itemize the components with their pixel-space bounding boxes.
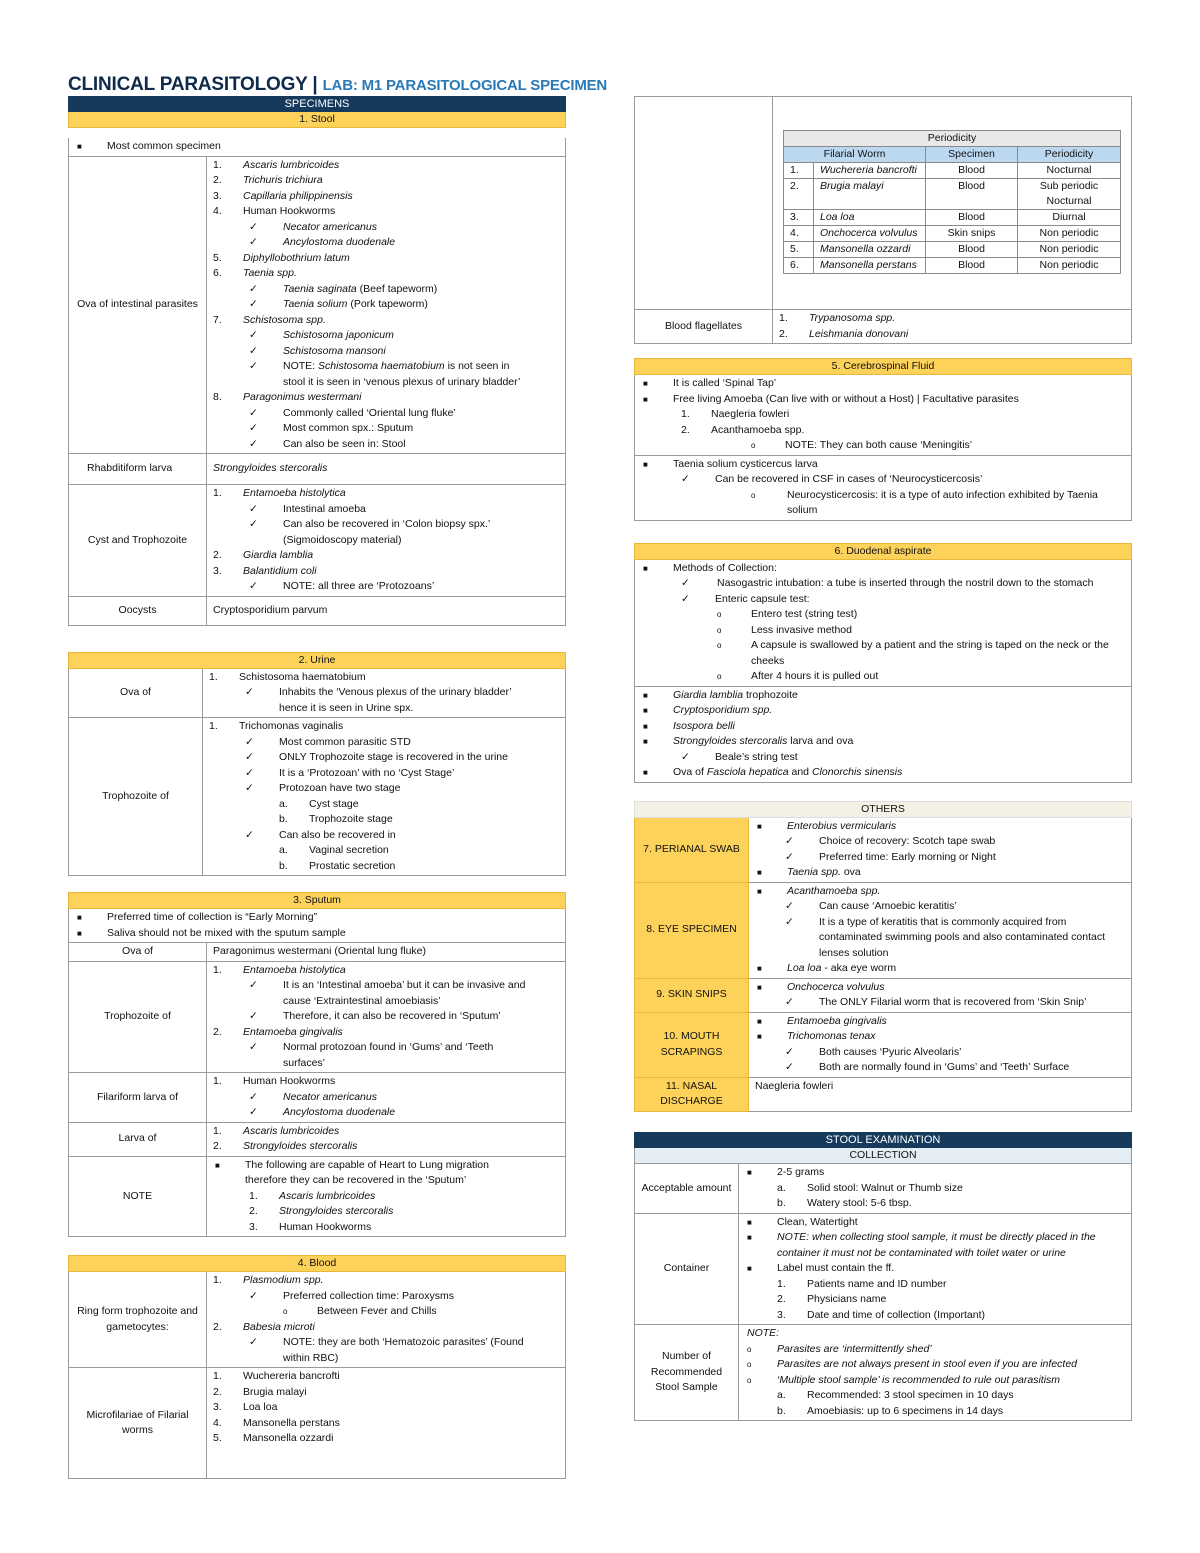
table-row: 1. Wuchereria bancrofti Blood Nocturnal bbox=[784, 163, 1121, 179]
right-column bbox=[634, 96, 1132, 1435]
table-row: 5. Mansonella ozzardi Blood Non periodic bbox=[784, 242, 1121, 258]
sputum-tropho-label: Trophozoite of bbox=[69, 961, 207, 1073]
csf-header: 5. Cerebrospinal Fluid bbox=[635, 359, 1132, 375]
sputum-bullet-2: Saliva should not be mixed with the sputum sample bbox=[107, 926, 346, 939]
collection-header: COLLECTION bbox=[635, 1147, 1132, 1164]
urine-ova-label: Ova of bbox=[69, 669, 203, 718]
cyst-trophozoite-list: 1. Entamoeba histolytica ✓ Intestinal amoeba ✓ Can also be recovered in ‘Colon biopsy spx.’ (Sigmoidoscopy material) 2. Giardia lamblia 3. Balantidium coli ✓ NOTE: all three are ‘Protozoans’ bbox=[207, 485, 566, 597]
ova-intestinal-list: 1. Ascaris lumbricoides 2. Trichuris trichiura 3. Capillaria philippinensis 4. Human Hookworms ✓ Necator americanus ✓ Ancylostoma duodenale 5. Diphyllobothrium latum 6. Taenia spp. ✓ Taenia saginata (Beef tapeworm) ✓ Taenia solium (Pork tapeworm) 7. Schistosoma spp. ✓ Schistosoma japonicum ✓ Schistosoma mansoni ✓ NOTE: Schistosoma haematobium is not seen in stool it is seen in ‘venous plexus of urinary bladder’ 8. Paragonimus westermani ✓ Commonly called ‘Oriental lung fluke’ ✓ Most common spx.: Sputum ✓ Can also be seen in: Stool bbox=[207, 157, 566, 454]
duodenal-header: 6. Duodenal aspirate bbox=[635, 543, 1132, 559]
others-header: OTHERS bbox=[635, 801, 1132, 817]
sputum-section: 3. Sputum ■ Preferred time of collection is “Early Morning” ■ Saliva should not be mixed with the sputum sample Ova of Paragonimus westermani (Oriental lung fluke) Trophozoite of 1. Entamoeba histolytica ✓ It is an ‘Intestinal amoeba’ but it can be invasive and cause ‘Extraintestinal amoebiasis’ ✓ Therefore, it can also be recovered in ‘Sputum’ 2. Entamoeba gingivalis ✓ Normal protozoan found in ‘Gums’ and ‘Teeth surfaces’ Filariform larva of 1. Human Hookworms ✓ Necator americanus ✓ Ancylostoma duodenale Larva of 1. Ascaris lumbricoides 2. Strongyloides stercoralis NOTE ■ The following are capable of Heart to Lung migration therefore they can be recovered in the ‘Sputum’ 1. Ascaris lumbricoides 2. Strongyloides stercoralis 3. Human Hookworms bbox=[68, 892, 566, 1237]
mouth-label: 10. MOUTH SCRAPINGS bbox=[635, 1012, 749, 1077]
rhabditiform-value: Strongyloides stercoralis bbox=[213, 462, 328, 475]
left-column bbox=[68, 96, 566, 1493]
others-section: OTHERS 7. PERIANAL SWAB ■ Enterobius vermicularis ✓ Choice of recovery: Scotch tape swab ✓ Preferred time: Early morning or Night ■ Taenia spp. ova 8. EYE SPECIMEN ■ Acanthamoeba spp. ✓ Can cause ‘Amoebic keratitis’ ✓ It is a type of keratitis that is commonly acquired from contaminated swimming pools and also contaminated contact lenses solution ■ Loa loa - aka eye worm 9. SKIN SNIPS ■ Onchocerca volvulus ✓ The ONLY Filarial worm that is recovered from ‘Skin Snip’ 10. MOUTH SCRAPINGS ■ Entamoeba gingivalis ■ Trichomonas tenax ✓ Both causes ‘Pyuric Alveolaris’ ✓ Both are normally found in ‘Gums’ and ‘Teeth’ Surface 11. NASAL DISCHARGE Naegleria fowleri bbox=[634, 801, 1132, 1112]
sputum-ova-label: Ova of bbox=[69, 943, 207, 961]
flagellate-2: Leishmania donovani bbox=[809, 327, 909, 340]
oocysts-value: Cryptosporidium parvum bbox=[207, 596, 566, 625]
oocysts-label: Oocysts bbox=[69, 596, 207, 625]
title-sub: LAB: M1 PARASITOLOGICAL SPECIMEN bbox=[322, 77, 608, 94]
table-row: 6. Mansonella perstans Blood Non periodic bbox=[784, 258, 1121, 274]
blood-continued: Periodicity Filarial Worm Specimen Periodicity 1. Wuchereria bancrofti Blood Nocturnal 2. Brugia malayi Blood Sub periodic Nocturnal 3. Loa loa Blood Diurnal 4. Onchocerca volvulus Skin snips Non periodic 5. Mansonella ozzardi Blood Non periodic 6. Mansonella perstans Blood Non periodic Blood flagellates 1. Trypanosoma spp. 2. Leishmania donovani bbox=[634, 96, 1132, 344]
title-main: CLINICAL PARASITOLOGY bbox=[68, 74, 308, 95]
table-row: 3. Loa loa Blood Diurnal bbox=[784, 210, 1121, 226]
acceptable-amount-label: Acceptable amount bbox=[635, 1164, 739, 1213]
sputum-bullet-1: Preferred time of collection is “Early Morning” bbox=[107, 911, 318, 923]
stool-exam-header: STOOL EXAMINATION bbox=[635, 1132, 1132, 1147]
rhabditiform-label: Rhabditiform larva bbox=[69, 454, 207, 485]
urine-header: 2. Urine bbox=[69, 652, 566, 668]
container-label: Container bbox=[635, 1213, 739, 1325]
table-row: 4. Onchocerca volvulus Skin snips Non periodic bbox=[784, 226, 1121, 242]
skin-snips-label: 9. SKIN SNIPS bbox=[635, 978, 749, 1012]
urine-section: 2. Urine Ova of 1. Schistosoma haematobium ✓ Inhabits the ‘Venous plexus of the urinary bladder’ hence it is seen in Urine spx. Trophozoite of 1. Trichomonas vaginalis ✓ Most common parasitic STD ✓ ONLY Trophozoite stage is recovered in the urine ✓ It is a ‘Protozoan’ with no ‘Cyst Stage’ ✓ Protozoan have two stage a. Cyst stage b. Trophozoite stage ✓ Can also be recovered in a. Vaginal secretion b. Prostatic secretion bbox=[68, 652, 566, 877]
periodicity-table bbox=[783, 130, 1121, 274]
blood-flagellates-label: Blood flagellates bbox=[635, 310, 773, 344]
eye-label: 8. EYE SPECIMEN bbox=[635, 882, 749, 978]
ova-intestinal-label: Ova of intestinal parasites bbox=[69, 157, 207, 454]
flagellate-1: Trypanosoma spp. bbox=[809, 312, 896, 324]
periodicity-title: Periodicity bbox=[784, 131, 1121, 147]
col-filarial-worm: Filarial Worm bbox=[784, 147, 926, 163]
ring-form-label: Ring form trophozoite and gametocytes: bbox=[69, 1272, 207, 1368]
specimens-header: SPECIMENS bbox=[69, 97, 566, 112]
stool-section: SPECIMENS 1. Stool ■ Most common specimen Ova of intestinal parasites 1. Ascaris lumbricoides 2. Trichuris trichiura 3. Capillaria philippinensis 4. Human Hookworms ✓ Necator americanus ✓ Ancylostoma duodenale 5. Diphyllobothrium latum 6. Taenia spp. ✓ Taenia saginata (Beef tapeworm) ✓ Taenia solium (Pork tapeworm) 7. Schistosoma spp. ✓ Schistosoma japonicum ✓ Schistosoma mansoni ✓ NOTE: Schistosoma haematobium is not seen in stool it is seen in ‘venous plexus of urinary bladder’ 8. Paragonimus westermani ✓ Commonly called ‘Oriental lung fluke’ ✓ Most common spx.: Sputum ✓ Can also be seen in: Stool Rhabditiform larva Strongyloides stercoralis Cyst and Trophozoite 1. Entamoeba histolytica ✓ Intestinal amoeba ✓ Can also be recovered in ‘Colon biopsy spx.’ (Sigmoidoscopy material) 2. Giardia lamblia 3. Balantidium coli ✓ NOTE: all three are ‘Protozoans’ Oocysts Cryptosporidium parvum bbox=[68, 96, 566, 626]
perianal-label: 7. PERIANAL SWAB bbox=[635, 818, 749, 883]
table-row: 2. Brugia malayi Blood Sub periodic Nocturnal bbox=[784, 179, 1121, 210]
larva-label: Larva of bbox=[69, 1122, 207, 1156]
sputum-header: 3. Sputum bbox=[69, 893, 566, 909]
stool-header: 1. Stool bbox=[69, 112, 566, 128]
duodenal-section: 6. Duodenal aspirate ■ Methods of Collection: ✓ Nasogastric intubation: a tube is inserted through the nostril down to the stomach ✓ Enteric capsule test: o Entero test (string test) o Less invasive method o A capsule is swallowed by a patient and the string is taped on the neck or the cheeks o After 4 hours it is pulled out ■ Giardia lamblia trophozoite ■ Cryptosporidium spp. ■ Isospora belli ■ Strongyloides stercoralis larva and ova ✓ Beale’s string test ■ Ova of Fasciola hepatica and Clonorchis sinensis bbox=[634, 543, 1132, 783]
col-specimen: Specimen bbox=[926, 147, 1018, 163]
sputum-ova-value: Paragonimus westermani (Oriental lung fluke) bbox=[207, 943, 566, 961]
page-title bbox=[68, 74, 607, 96]
sputum-note-label: NOTE bbox=[69, 1156, 207, 1237]
title-separator: | bbox=[307, 74, 323, 95]
col-periodicity: Periodicity bbox=[1018, 147, 1121, 163]
stool-most-common: Most common specimen bbox=[107, 140, 221, 152]
stool-exam-section: STOOL EXAMINATION COLLECTION Acceptable amount ■ 2-5 grams a. Solid stool: Walnut or Thumb size b. Watery stool: 5-6 tbsp. Container ■ Clean, Watertight ■ NOTE: when collecting stool sample, it must be directly placed in the container it must not be contaminated with toilet water or urine ■ Label must contain the ff. 1. Patients name and ID number 2. Physicians name 3. Date and time of collection (Important) Number of Recommended Stool Sample NOTE: o Parasites are ‘intermittently shed’ o Parasites are not always present in stool even if you are infected o ‘Multiple stool sample’ is recommended to rule out parasitism a. Recommended: 3 stool specimen in 10 days b. Amoebiasis: up to 6 specimens in 14 days bbox=[634, 1132, 1132, 1422]
nasal-label: 11. NASAL DISCHARGE bbox=[635, 1077, 749, 1111]
number-samples-label: Number of Recommended Stool Sample bbox=[635, 1325, 739, 1421]
microfilariae-label: Microfilariae of Filarial worms bbox=[69, 1368, 207, 1479]
urine-tropho-label: Trophozoite of bbox=[69, 718, 203, 876]
blood-header: 4. Blood bbox=[69, 1256, 566, 1272]
csf-section: 5. Cerebrospinal Fluid ■ It is called ‘Spinal Tap’ ■ Free living Amoeba (Can live with or without a Host) | Facultative parasites 1. Naegleria fowleri 2. Acanthamoeba spp. o NOTE: They can both cause ‘Meningitis’ ■ Taenia solium cysticercus larva ✓ Can be recovered in CSF in cases of ‘Neurocysticercosis’ o Neurocysticercosis: it is a type of auto infection exhibited by Taenia solium bbox=[634, 358, 1132, 521]
cyst-trophozoite-label: Cyst and Trophozoite bbox=[69, 485, 207, 597]
filariform-label: Filariform larva of bbox=[69, 1073, 207, 1123]
nasal-value: Naegleria fowleri bbox=[749, 1077, 1132, 1111]
blood-section: 4. Blood Ring form trophozoite and gametocytes: 1. Plasmodium spp. ✓ Preferred collection time: Paroxysms o Between Fever and Chills 2. Babesia microti ✓ NOTE: they are both ‘Hematozoic parasites’ (Found within RBC) Microfilariae of Filarial worms 1. Wuchereria bancrofti 2. Brugia malayi 3. Loa loa 4. Mansonella perstans 5. Mansonella ozzardi bbox=[68, 1255, 566, 1479]
